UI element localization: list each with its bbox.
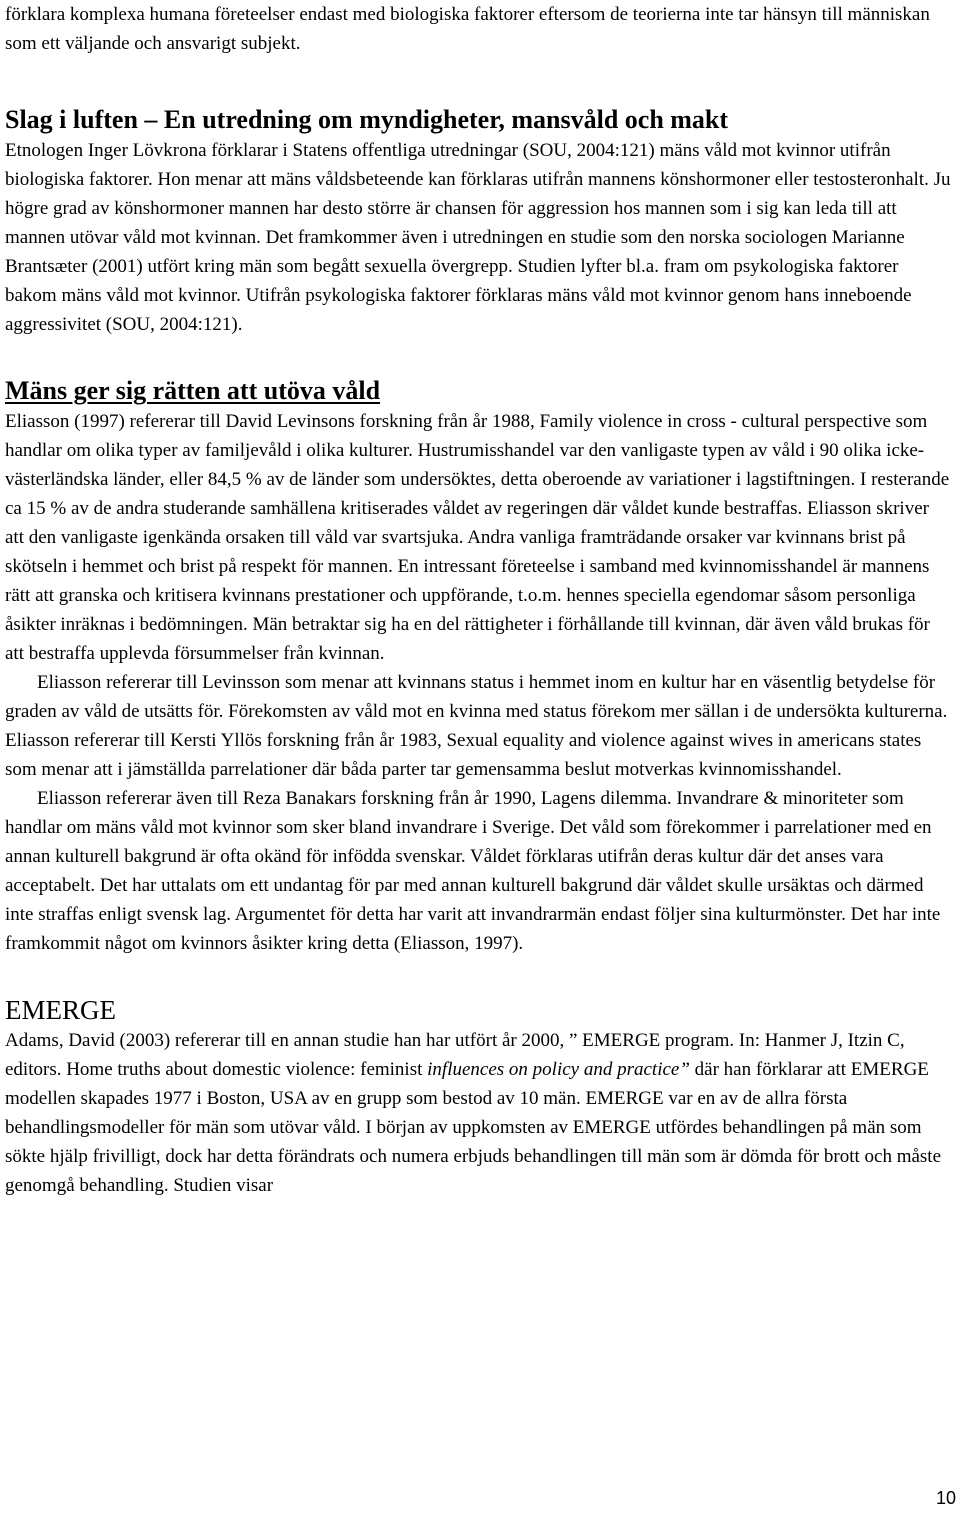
section-paragraph: Eliasson refererar till Levinsson som menar att kvinnans status i hemmet inom en kultur har en väsentlig betydelse för graden av våld de utsätts för. Förekomsten av våld mot en kvinna med status förekom mer sällan i de undersökta kulturerna. Eliasson refererar till Kersti Yllös forskning från år 1983, Sexual equality and violence against wives in americans states som menar att i jämställda parrelationer där båda parter tar gemensamma beslut motverkas kvinnomisshandel. (5, 672, 948, 780)
emerge-text-start: Adams, David (2003) refererar till en annan studie han har utfört år 2000, ” EMERGE program. In: Hanmer J, Itzin C, editors. Home truths about domestic violence: feminist (5, 1030, 905, 1080)
section-paragraph: Etnologen Inger Lövkrona förklarar i Statens offentliga utredningar (SOU, 2004:121) mäns våld mot kvinnor utifrån biologiska faktorer. Hon menar att mäns våldsbeteende kan förklaras utifrån mannens könshormoner eller testosteronhalt. Ju högre grad av könshormoner mannen har desto större är chansen för aggression hos mannen som i sig kan leda till att mannen utövar våld mot kvinnan. Det framkommer även i utredningen en studie som den norska sociologen Marianne Brantsæter (2001) utfört kring män som begått sexuella övergrepp. Studien lyfter bl.a. fram om psykologiska faktorer bakom mäns våld mot kvinnor. Utifrån psykologiska faktorer förklaras mäns våld mot kvinnor genom hans inneboende aggressivitet (SOU, 2004:121). (5, 140, 951, 335)
emerge-text-end: där han förklarar att EMERGE modellen skapades 1977 i Boston, USA av en grupp som bestod av 10 män. EMERGE var en av de allra första behandlingsmodeller för män som utövar våld. I början av uppkomsten av EMERGE utfördes behandlingen på män som sökte hjälp frivilligt, dock har detta förändrats och numera erbjuds behandlingen till män som är dömda för brott och måste genomgå behandling. Studien visar (5, 1059, 942, 1196)
section-heading-emerge: EMERGE (5, 995, 116, 1025)
page-number: 10 (935, 1488, 956, 1508)
section-paragraph (5, 1026, 952, 1200)
section-heading-slag-i-luften: Slag i luften – En utredning om myndigheter, mansvåld och makt (5, 105, 729, 134)
section-paragraph: Eliasson refererar även till Reza Banakars forskning från år 1990, Lagens dilemma. Invandrare & minoriteter som handlar om mäns våld mot kvinnor som sker bland invandrare i Sverige. Det våld som förekommer i parrelationer med en annan kulturell bakgrund är ofta okänd för infödda svenskar. Våldet förklaras utifrån deras kultur där det anses vara acceptabelt. Det har uttalats om ett undantag för par med annan kulturell bakgrund där våldet skulle ursäktas och därmed inte straffas enligt svensk lag. Argumentet för detta har varit att invandrarmän endast följer sina kulturmönster. Det har inte framkommit något om kvinnors åsikter kring detta (Eliasson, 1997). (5, 788, 941, 954)
intro-paragraph: förklara komplexa humana företeelser endast med biologiska faktorer eftersom de teorierna inte tar hänsyn till människan som ett väljande och ansvarigt subjekt. (5, 4, 930, 54)
emerge-italic-title: influences on policy and practice” (427, 1059, 690, 1080)
section-paragraph: Eliasson (1997) refererar till David Levinsons forskning från år 1988, Family violence in cross - cultural perspective som handlar om olika typer av familjevåld i olika kulturer. Hustrumisshandel var den vanligaste typen av våld i 90 olika icke-västerländska länder, eller 84,5 % av de länder som undersöktes, detta oberoende av variationer i lagstiftningen. I resterande ca 15 % av de andra studerande samhällena kritiserades våldet av regeringen där våldet kunde bestraffas. Eliasson skriver att den vanligaste igenkända orsaken till våld var svartsjuka. Andra vanliga framträdande orsaker var kvinnans brist på skötseln i hemmet och brist på respekt för mannen. En intressant företeelse i samband med kvinnomisshandel är mannens rätt att granska och kritisera kvinnans prestationer och uppförande, t.o.m. hennes speciella egendomar såsom personliga åsikter inräknas i bedömningen. Män betraktar sig ha en del rättigheter i förhållande till kvinnan, där även våld brukas för att bestraffa upplevda försummelser från kvinnan. (5, 411, 950, 664)
section-heading-mans-ratt: Mäns ger sig rätten att utöva våld (5, 376, 381, 405)
